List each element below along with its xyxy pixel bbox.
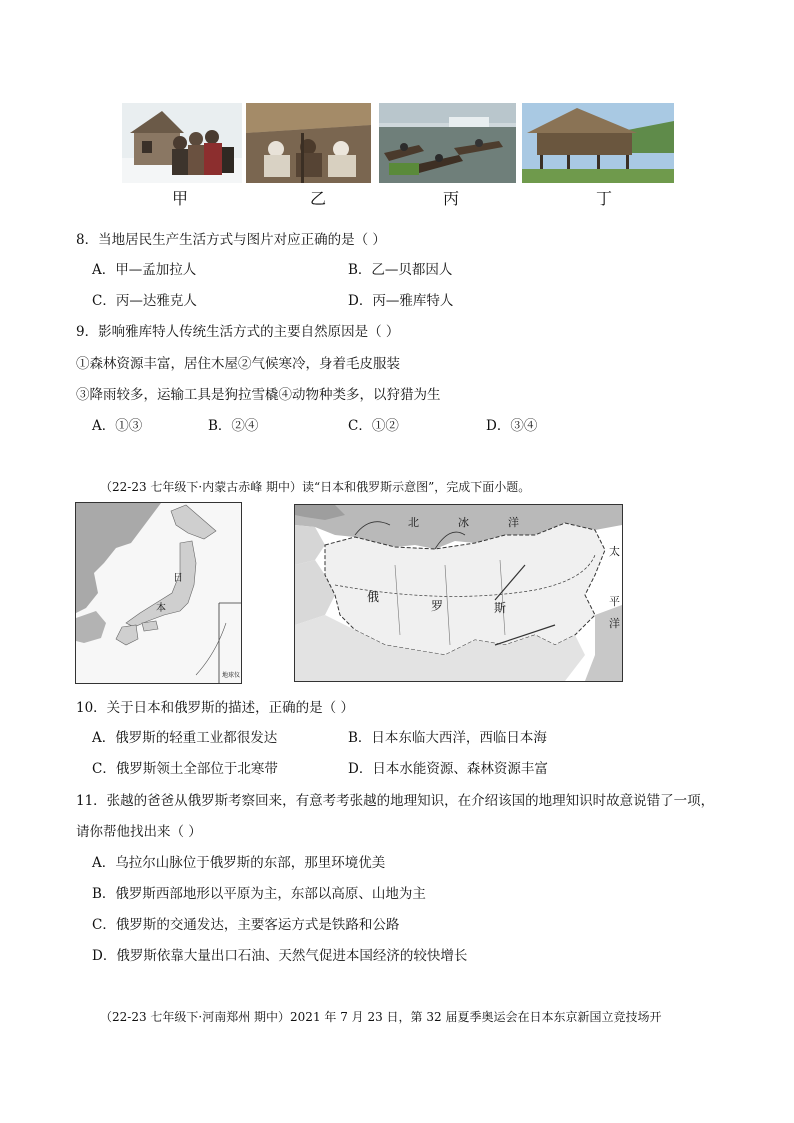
q8-option-d: D．丙—雅库特人 <box>348 293 454 309</box>
q9-stem: 9．影响雅库特人传统生活方式的主要自然原因是（ ） <box>76 324 400 340</box>
caption-ding: 丁 <box>596 189 613 208</box>
question-source-1: （22-23 七年级下·内蒙古赤峰 期中）读“日本和俄罗斯示意图”，完成下面小题。 <box>100 480 531 494</box>
q9-option-c: C．①② <box>348 418 399 434</box>
q10-option-b: B．日本东临大西洋，西临日本海 <box>348 730 547 746</box>
russia-label-tai: 太 <box>609 545 620 558</box>
russia-label-ping: 平 <box>609 595 620 608</box>
q10-option-c: C．俄罗斯领土全部位于北寒带 <box>92 761 278 777</box>
question-source-2: （22-23 七年级下·河南郑州 期中）2021 年 7 月 23 日，第 32 届夏季奥运会在日本东京新国立竞技场开 <box>100 1010 662 1024</box>
photo-ding <box>522 103 674 183</box>
q8-option-b: B．乙—贝都因人 <box>348 262 453 278</box>
russia-label-bei: 北 <box>408 516 419 529</box>
q9-option-b: B．②④ <box>208 418 259 434</box>
japan-label-ben: 本 <box>156 603 166 614</box>
q8-stem: 8．当地居民生产生活方式与图片对应正确的是（ ） <box>76 232 386 248</box>
q9-option-d: D．③④ <box>486 418 538 434</box>
q10-option-d: D．日本水能资源、森林资源丰富 <box>348 761 548 777</box>
q9-statement-line-1: ①森林资源丰富，居住木屋②气候寒冷，身着毛皮服装 <box>76 356 400 372</box>
russia-label-si: 斯 <box>494 601 507 615</box>
caption-bing: 丙 <box>443 189 460 208</box>
q11-option-d: D．俄罗斯依靠大量出口石油、天然气促进本国经济的较快增长 <box>92 948 468 964</box>
russia-label-e: 俄 <box>367 590 380 604</box>
q10-stem: 10．关于日本和俄罗斯的描述，正确的是（ ） <box>76 700 354 716</box>
photo-yi <box>246 103 371 183</box>
japan-map <box>75 502 242 684</box>
photo-jia <box>122 103 242 183</box>
caption-jia: 甲 <box>172 189 189 208</box>
q11-stem-line-2: 请你帮他找出来（ ） <box>76 824 202 840</box>
russia-label-bing: 冰 <box>458 516 469 529</box>
photo-bing <box>379 103 516 183</box>
q8-option-a: A．甲—孟加拉人 <box>92 262 197 278</box>
russia-label-yang2: 洋 <box>609 617 620 630</box>
q8-option-c: C．丙—达雅克人 <box>92 293 197 309</box>
q10-option-a: A．俄罗斯的轻重工业都很发达 <box>92 730 278 746</box>
russia-label-yang: 洋 <box>508 516 519 529</box>
russia-label-luo: 罗 <box>431 599 444 613</box>
caption-yi: 乙 <box>310 189 327 208</box>
russia-map <box>294 504 623 682</box>
q11-stem-line-1: 11．张越的爸爸从俄罗斯考察回来，有意考考张越的地理知识，在介绍该国的地理知识时故意说错了一项， <box>76 793 715 809</box>
q9-option-a: A．①③ <box>92 418 143 434</box>
q9-statement-line-2: ③降雨较多，运输工具是狗拉雪橇④动物种类多，以狩猎为生 <box>76 387 441 403</box>
inset-label: 地球仪 <box>222 672 241 679</box>
q11-option-a: A．乌拉尔山脉位于俄罗斯的东部，那里环境优美 <box>92 855 386 871</box>
q11-option-c: C．俄罗斯的交通发达，主要客运方式是铁路和公路 <box>92 917 400 933</box>
japan-label-ri: 日 <box>173 573 183 584</box>
q11-option-b: B．俄罗斯西部地形以平原为主，东部以高原、山地为主 <box>92 886 426 902</box>
